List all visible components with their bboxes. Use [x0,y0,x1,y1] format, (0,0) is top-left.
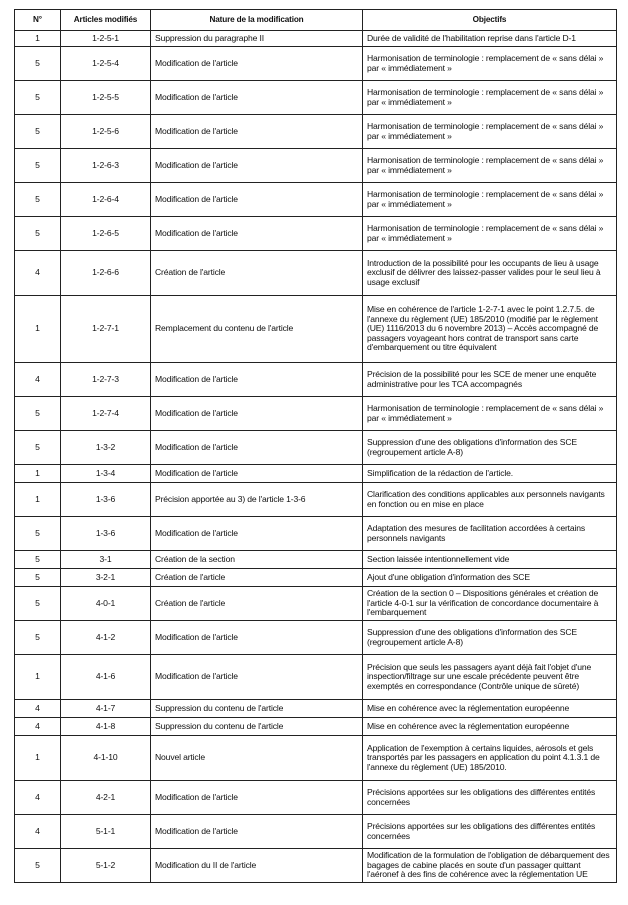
table-row [15,296,617,363]
table-row [15,569,617,587]
cell-objectif: Modification de la formulation de l'obligation de débarquement des bagages de cabine placés en soute d'un passager quittant l'aéronef à des fins de cohérence avec la réglementation UE [363,849,617,883]
cell-num: 4 [15,363,61,397]
cell-article: 1-2-5-6 [61,115,151,149]
cell-article: 1-3-4 [61,465,151,483]
cell-objectif: Création de la section 0 – Dispositions générales et création de l'article 4-0-1 sur la vérification de concordance documentaire à l'embarquement [363,587,617,621]
header-articles: Articles modifiés [61,10,151,31]
cell-objectif: Adaptation des mesures de facilitation accordées à certains personnels navigants [363,517,617,551]
header-objectifs: Objectifs [363,10,617,31]
modifications-table [14,9,617,883]
cell-article: 1-2-7-4 [61,397,151,431]
cell-objectif: Mise en cohérence avec la réglementation européenne [363,718,617,736]
header-num: N° [15,10,61,31]
cell-nature: Modification de l'article [151,81,363,115]
cell-num: 4 [15,815,61,849]
table-row [15,397,617,431]
cell-nature: Modification de l'article [151,465,363,483]
cell-num: 5 [15,431,61,465]
cell-article: 1-3-6 [61,517,151,551]
cell-article: 1-2-6-4 [61,183,151,217]
cell-nature: Suppression du paragraphe II [151,31,363,47]
table-row [15,736,617,781]
cell-objectif: Harmonisation de terminologie : remplacement de « sans délai » par « immédiatement » [363,47,617,81]
cell-nature: Création de l'article [151,587,363,621]
cell-nature: Modification de l'article [151,183,363,217]
cell-objectif: Harmonisation de terminologie : remplacement de « sans délai » par « immédiatement » [363,81,617,115]
table-row [15,815,617,849]
table-row [15,465,617,483]
cell-nature: Modification de l'article [151,517,363,551]
table-row [15,115,617,149]
cell-article: 4-0-1 [61,587,151,621]
cell-num: 4 [15,700,61,718]
cell-objectif: Clarification des conditions applicables aux personnels navigants en fonction ou en mise en place [363,483,617,517]
cell-num: 5 [15,569,61,587]
header-nature: Nature de la modification [151,10,363,31]
cell-objectif: Suppression d'une des obligations d'information des SCE (regroupement article A-8) [363,431,617,465]
table-row [15,251,617,296]
cell-nature: Création de l'article [151,251,363,296]
cell-article: 1-2-6-6 [61,251,151,296]
cell-objectif: Ajout d'une obligation d'information des SCE [363,569,617,587]
cell-article: 1-2-7-3 [61,363,151,397]
cell-objectif: Précision que seuls les passagers ayant déjà fait l'objet d'une inspection/filtrage sur une escale précédente peuvent être exemptés en correspondance (Contrôle unique de sûreté) [363,655,617,700]
table-row [15,149,617,183]
cell-objectif: Section laissée intentionnellement vide [363,551,617,569]
cell-num: 5 [15,397,61,431]
cell-objectif: Harmonisation de terminologie : remplacement de « sans délai » par « immédiatement » [363,217,617,251]
cell-num: 5 [15,183,61,217]
header-row [15,10,617,31]
cell-objectif: Harmonisation de terminologie : remplacement de « sans délai » par « immédiatement » [363,115,617,149]
cell-num: 4 [15,781,61,815]
cell-num: 5 [15,587,61,621]
cell-nature: Précision apportée au 3) de l'article 1-3-6 [151,483,363,517]
cell-num: 1 [15,483,61,517]
cell-objectif: Harmonisation de terminologie : remplacement de « sans délai » par « immédiatement » [363,183,617,217]
table-row [15,517,617,551]
cell-objectif: Durée de validité de l'habilitation reprise dans l'article D-1 [363,31,617,47]
cell-num: 5 [15,81,61,115]
cell-nature: Nouvel article [151,736,363,781]
cell-nature: Remplacement du contenu de l'article [151,296,363,363]
cell-article: 1-3-2 [61,431,151,465]
cell-article: 1-2-5-4 [61,47,151,81]
table-row [15,81,617,115]
table-row [15,431,617,465]
cell-num: 5 [15,517,61,551]
cell-objectif: Simplification de la rédaction de l'article. [363,465,617,483]
cell-nature: Modification de l'article [151,115,363,149]
cell-objectif: Précisions apportées sur les obligations des différentes entités concernées [363,781,617,815]
cell-article: 4-2-1 [61,781,151,815]
cell-objectif: Précisions apportées sur les obligations des différentes entités concernées [363,815,617,849]
table-row [15,700,617,718]
cell-article: 5-1-1 [61,815,151,849]
cell-nature: Modification de l'article [151,47,363,81]
cell-num: 4 [15,251,61,296]
cell-objectif: Mise en cohérence avec la réglementation européenne [363,700,617,718]
table-row [15,47,617,81]
table-row [15,551,617,569]
table-row [15,849,617,883]
cell-num: 1 [15,296,61,363]
table-row [15,621,617,655]
cell-article: 4-1-7 [61,700,151,718]
table-row [15,587,617,621]
cell-objectif: Précision de la possibilité pour les SCE de mener une enquête administrative pour les TCA accompagnés [363,363,617,397]
cell-article: 1-2-6-5 [61,217,151,251]
table-row [15,483,617,517]
cell-article: 1-2-5-5 [61,81,151,115]
cell-article: 1-2-6-3 [61,149,151,183]
cell-num: 1 [15,31,61,47]
cell-article: 5-1-2 [61,849,151,883]
cell-nature: Modification de l'article [151,431,363,465]
cell-article: 4-1-10 [61,736,151,781]
cell-num: 1 [15,655,61,700]
cell-num: 5 [15,551,61,569]
cell-article: 4-1-2 [61,621,151,655]
cell-num: 5 [15,217,61,251]
cell-objectif: Introduction de la possibilité pour les occupants de lieu à usage exclusif de délivrer des laissez-passer valides pour le seul lieu à usage exclusif [363,251,617,296]
table-row [15,363,617,397]
cell-article: 1-2-7-1 [61,296,151,363]
cell-article: 1-2-5-1 [61,31,151,47]
cell-objectif: Harmonisation de terminologie : remplacement de « sans délai » par « immédiatement » [363,397,617,431]
table-row [15,217,617,251]
cell-num: 1 [15,736,61,781]
cell-nature: Modification de l'article [151,363,363,397]
cell-num: 1 [15,465,61,483]
cell-nature: Création de la section [151,551,363,569]
table-row [15,31,617,47]
cell-num: 5 [15,849,61,883]
cell-objectif: Harmonisation de terminologie : remplacement de « sans délai » par « immédiatement » [363,149,617,183]
cell-nature: Modification du II de l'article [151,849,363,883]
cell-article: 1-3-6 [61,483,151,517]
table-row [15,655,617,700]
cell-nature: Création de l'article [151,569,363,587]
cell-nature: Modification de l'article [151,655,363,700]
cell-objectif: Suppression d'une des obligations d'information des SCE (regroupement article A-8) [363,621,617,655]
cell-nature: Suppression du contenu de l'article [151,718,363,736]
cell-nature: Modification de l'article [151,621,363,655]
table-row [15,718,617,736]
table-body [15,31,617,883]
cell-article: 3-2-1 [61,569,151,587]
cell-objectif: Application de l'exemption à certains liquides, aérosols et gels transportés par les passagers en application du point 4.1.3.1 de l'annexe du règlement (UE) 185/2010. [363,736,617,781]
cell-article: 3-1 [61,551,151,569]
cell-nature: Modification de l'article [151,149,363,183]
cell-num: 5 [15,149,61,183]
cell-article: 4-1-6 [61,655,151,700]
cell-nature: Modification de l'article [151,815,363,849]
cell-nature: Modification de l'article [151,217,363,251]
table-row [15,183,617,217]
cell-num: 5 [15,115,61,149]
cell-objectif: Mise en cohérence de l'article 1-2-7-1 avec le point 1.2.7.5. de l'annexe du règlement (UE) 185/2010 (modifié par le règlement (UE) 1116/2013 du 6 novembre 2013) – Accès accompagné de passagers voyageant hors contrat de transport sans carte d'embarquement ou titre équivalent [363,296,617,363]
cell-nature: Modification de l'article [151,781,363,815]
cell-num: 5 [15,47,61,81]
cell-num: 5 [15,621,61,655]
cell-article: 4-1-8 [61,718,151,736]
cell-nature: Suppression du contenu de l'article [151,700,363,718]
cell-nature: Modification de l'article [151,397,363,431]
cell-num: 4 [15,718,61,736]
table-row [15,781,617,815]
